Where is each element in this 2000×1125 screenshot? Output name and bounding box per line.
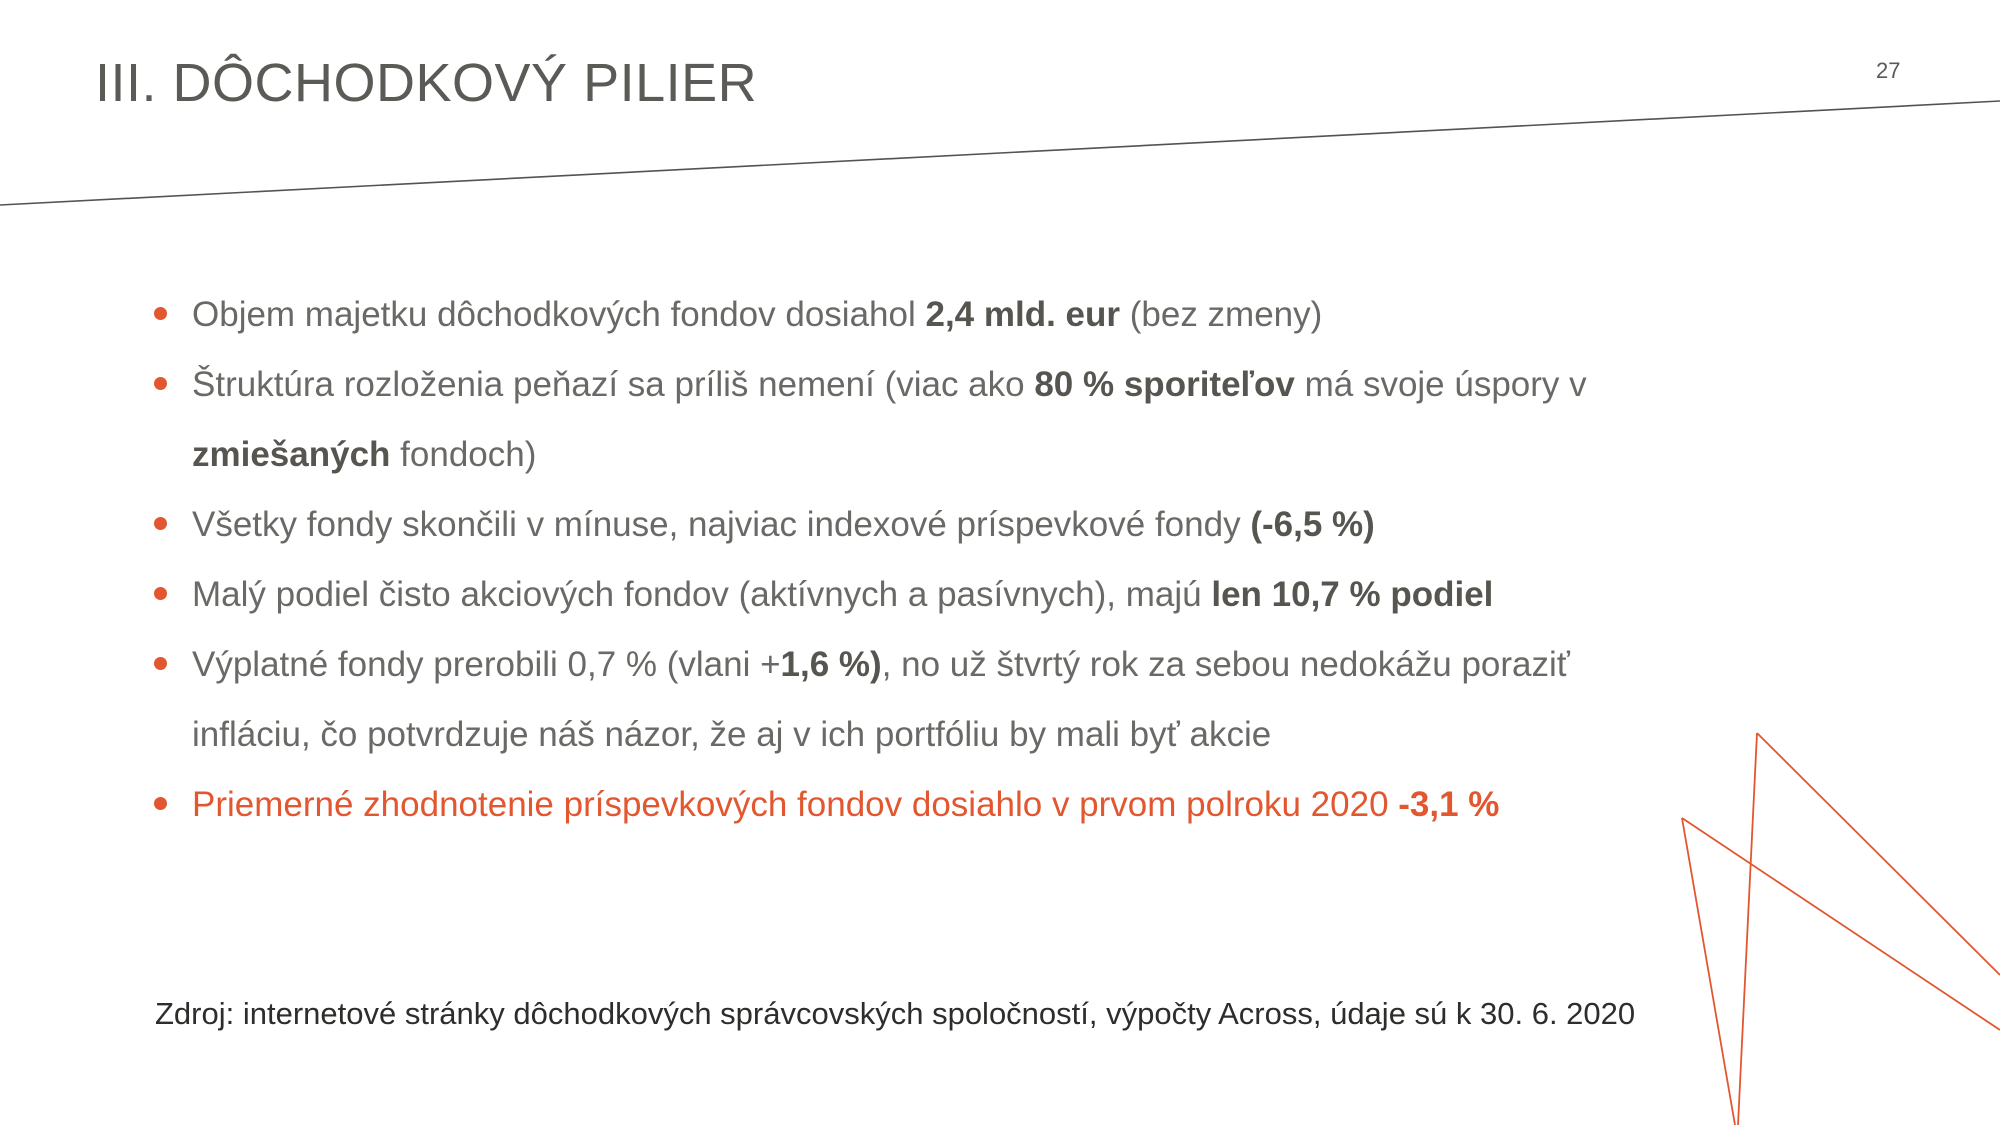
page-title: III. DÔCHODKOVÝ PILIER (95, 53, 758, 113)
bullet-dot-icon (154, 307, 167, 320)
bullet-dot-icon (154, 797, 167, 810)
source-note: Zdroj: internetové stránky dôchodkových správcovských spoločností, výpočty Across, údaje sú k 30. 6. 2020 (155, 996, 1636, 1031)
list-item: Všetky fondy skončili v mínuse, najviac indexové príspevkové fondy (-6,5 %) (150, 490, 1650, 560)
bullet-dot-icon (154, 517, 167, 530)
accent-zigzag-lines (1682, 733, 2000, 1125)
list-item: Štruktúra rozloženia peňazí sa príliš nemení (viac ako 80 % sporiteľov má svoje úspory v zmiešaných fondoch) (150, 350, 1650, 490)
list-item: Výplatné fondy prerobili 0,7 % (vlani +1,6 %), no už štvrtý rok za sebou nedokážu poraziť infláciu, čo potvrdzuje náš názor, že aj v ich portfóliu by mali byť akcie (150, 630, 1650, 770)
list-item: Malý podiel čisto akciových fondov (aktívnych a pasívnych), majú len 10,7 % podiel (150, 560, 1650, 630)
page-number: 27 (1876, 58, 1901, 83)
bullet-list (150, 280, 1650, 840)
header-divider-line (0, 101, 2000, 205)
bullet-dot-icon (154, 587, 167, 600)
list-item: Objem majetku dôchodkových fondov dosiahol 2,4 mld. eur (bez zmeny) (150, 280, 1650, 350)
list-item-highlight: Priemerné zhodnotenie príspevkových fondov dosiahlo v prvom polroku 2020 -3,1 % (150, 770, 1650, 840)
bullet-dot-icon (154, 377, 167, 390)
bullet-dot-icon (154, 657, 167, 670)
